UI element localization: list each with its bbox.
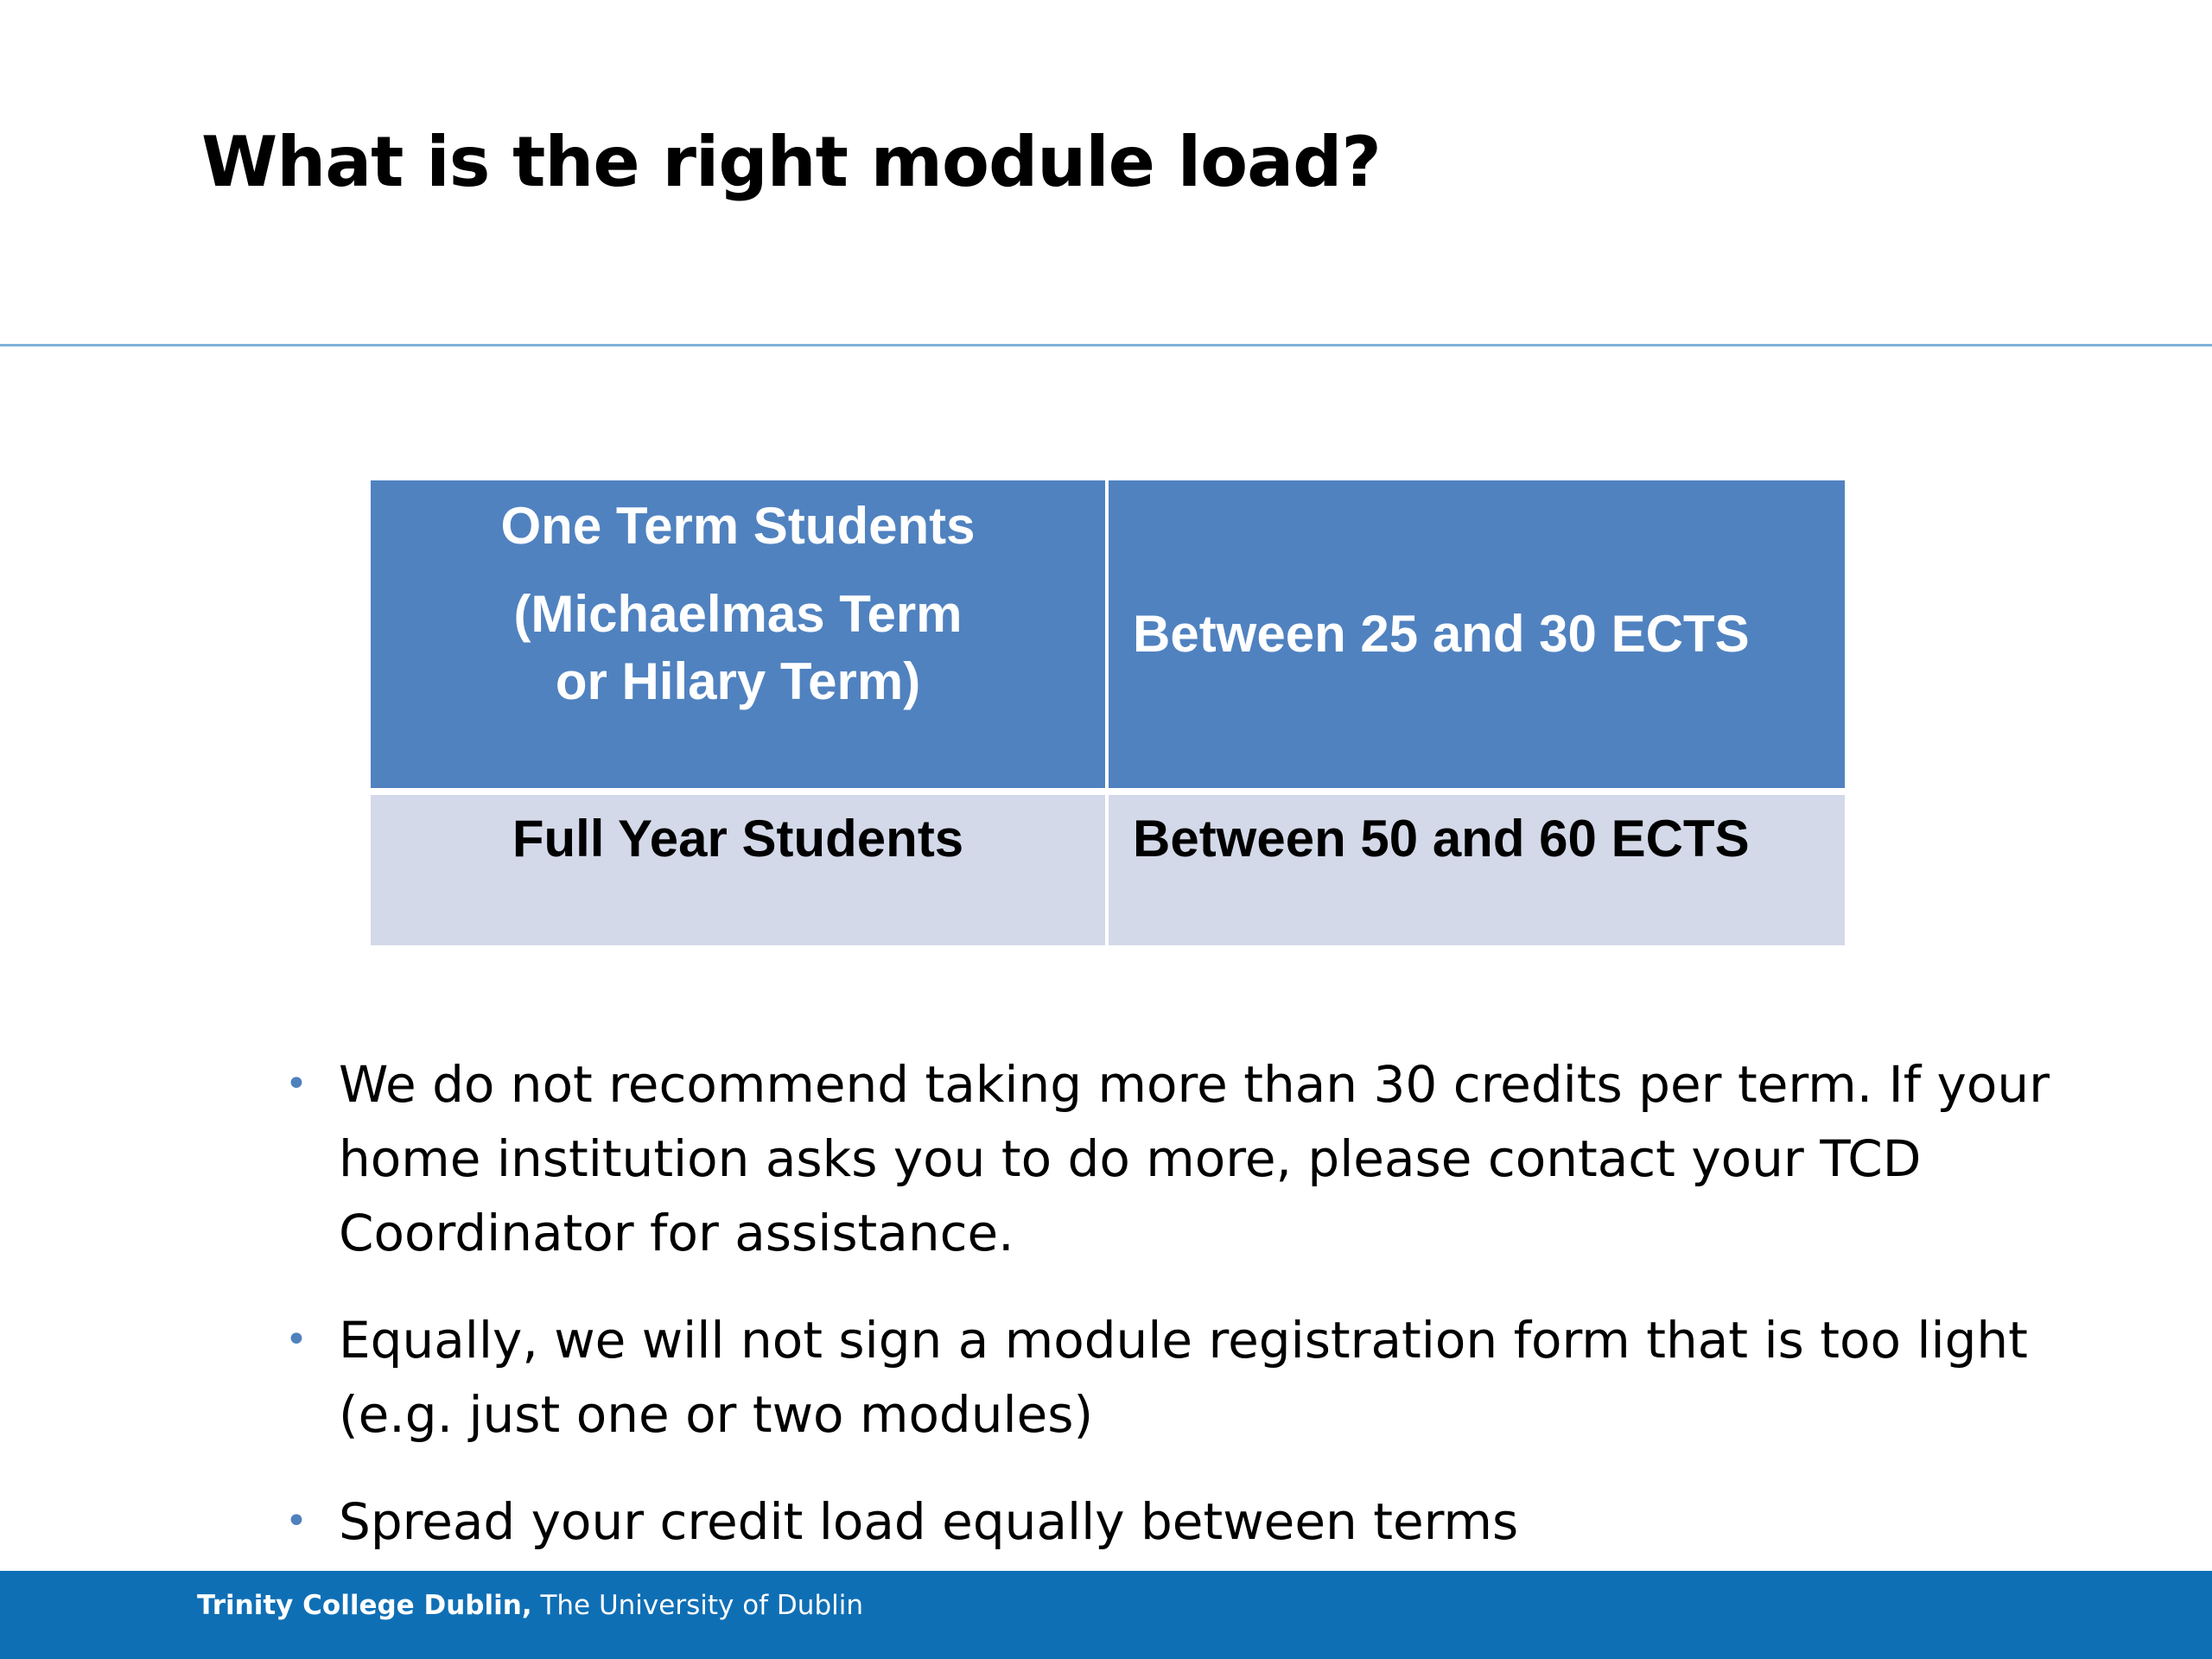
table-row-full-year — [371, 795, 1845, 945]
one-term-sublabel-2: or Hilary Term) — [555, 652, 921, 710]
bullet-item — [285, 1484, 2082, 1559]
footer-institution: Trinity College Dublin, — [197, 1590, 532, 1621]
title-divider — [0, 344, 2212, 346]
bullet-text: Spread your credit load equally between terms — [339, 1492, 1519, 1551]
slide-title: What is the right module load? — [201, 122, 1381, 202]
full-year-label-cell — [371, 795, 1105, 945]
one-term-value: Between 25 and 30 ECTS — [1133, 605, 1750, 663]
one-term-label: One Term Students — [500, 497, 976, 555]
footer-bar — [0, 1571, 2212, 1659]
footer-text — [197, 1590, 863, 1621]
module-load-table — [371, 480, 1845, 945]
bullet-item — [285, 1303, 2082, 1452]
one-term-label-cell — [371, 480, 1105, 788]
table-row-one-term — [371, 480, 1845, 788]
bullet-dot-icon: • — [285, 1318, 308, 1362]
bullet-list — [285, 1047, 2082, 1592]
full-year-value: Between 50 and 60 ECTS — [1133, 810, 1750, 868]
bullet-item — [285, 1047, 2082, 1270]
bullet-dot-icon: • — [285, 1499, 308, 1543]
footer-subtitle: The University of Dublin — [531, 1590, 863, 1621]
bullet-dot-icon: • — [285, 1062, 308, 1106]
bullet-text: We do not recommend taking more than 30 credits per term. If your home institution asks you to do more, please contact your TCD Coordinator for assistance. — [339, 1055, 2050, 1262]
full-year-label: Full Year Students — [512, 810, 964, 868]
one-term-sublabel-1: (Michaelmas Term — [513, 585, 963, 643]
full-year-value-cell — [1109, 795, 1845, 945]
one-term-value-cell — [1109, 480, 1845, 788]
bullet-text: Equally, we will not sign a module registration form that is too light (e.g. just one or two modules) — [339, 1311, 2028, 1444]
